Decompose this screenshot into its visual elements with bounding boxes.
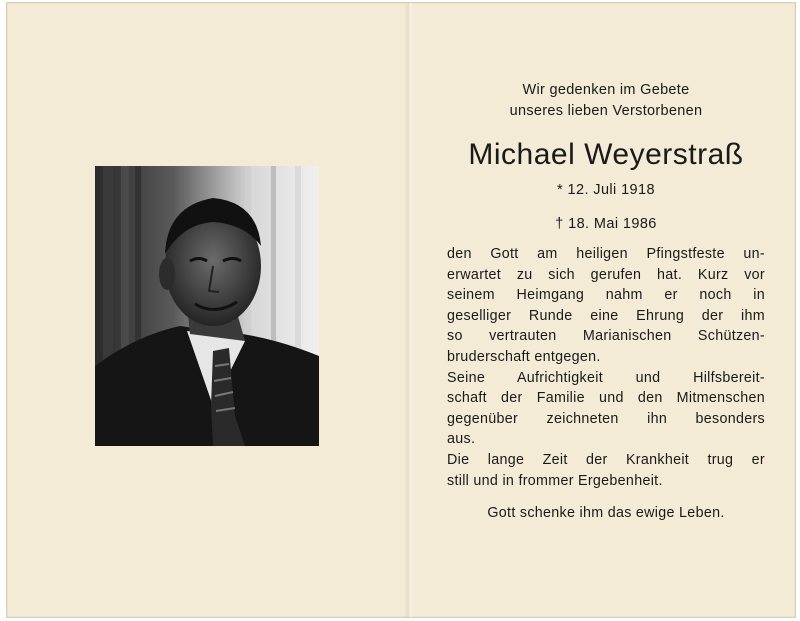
memorial-body-text	[447, 244, 765, 491]
body-line: so vertrauten Marianischen Schützen-	[447, 328, 765, 345]
body-line: schaft der Familie und den Mitmenschen	[447, 390, 765, 407]
deceased-name: Michael Weyerstraß	[468, 138, 744, 171]
birth-date: * 12. Juli 1918	[557, 182, 655, 198]
death-date: † 18. Mai 1986	[555, 216, 657, 232]
body-line: bruderschaft entgegen.	[447, 348, 601, 365]
body-line: seinem Heimgang nahm er noch in	[447, 287, 765, 304]
portrait-photo	[95, 166, 319, 446]
body-line: Seine Aufrichtigkeit und Hilfsbereit-	[447, 369, 765, 386]
intro-text	[447, 80, 765, 122]
memorial-card	[6, 2, 796, 618]
intro-line: unseres lieben Verstorbenen	[509, 103, 703, 119]
body-line: gegenüber zeichneten ihn besonders	[447, 410, 765, 427]
body-line: aus.	[447, 431, 476, 448]
card-fold	[404, 3, 414, 617]
intro-line: Wir gedenken im Gebete	[522, 82, 690, 98]
body-line: den Gott am heiligen Pfingstfeste un-	[447, 246, 765, 262]
body-line: Die lange Zeit der Krankheit trug er	[447, 451, 765, 468]
body-line: geselliger Runde eine Ehrung der ihm	[447, 307, 765, 324]
closing-prayer: Gott schenke ihm das ewige Leben.	[487, 505, 725, 522]
body-line: still und in frommer Ergebenheit.	[447, 472, 663, 489]
body-line: erwartet zu sich gerufen hat. Kurz vor	[447, 266, 765, 283]
memorial-text-panel	[447, 73, 765, 521]
